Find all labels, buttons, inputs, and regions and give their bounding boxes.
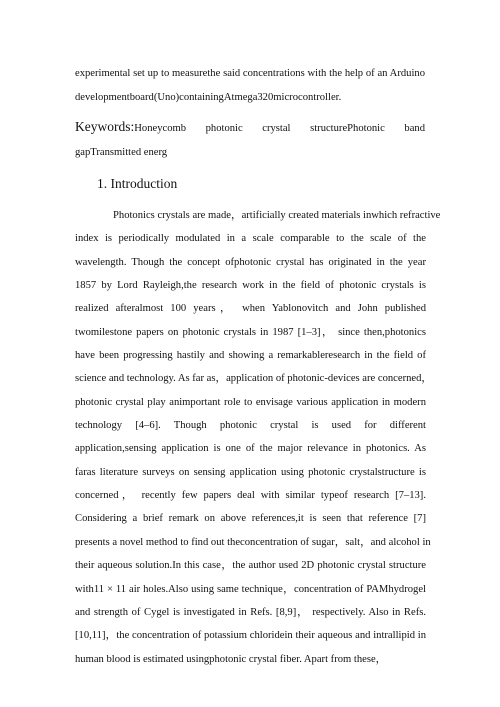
keywords-label: Keywords: <box>75 119 135 134</box>
paragraph-line: human blood is estimated usingphotonic crystal fiber. Apart from these， <box>75 653 387 665</box>
abstract-line: developmentboard(Uno)containingAtmega320microcontroller. <box>75 92 342 103</box>
keyword: crystal <box>262 123 291 134</box>
paragraph-line: and strength of Cygel is investigated in Refs. [8,9]， respectively. Also in Refs. <box>75 606 426 618</box>
paragraph-line: Considering a brief remark on above references,it is seen that reference [7] <box>75 513 426 525</box>
paragraph-line: their aqueous solution.In this case，the author used 2D photonic crystal structure <box>75 560 426 572</box>
keywords-row <box>75 115 425 141</box>
paragraph-line: faras literature surveys on sensing application using photonic crystalstructure is <box>75 466 426 478</box>
keyword: band <box>404 123 425 134</box>
keyword: structurePhotonic <box>310 123 385 134</box>
paragraph-line: application,sensing application is one of the major relevance in photonics. As <box>75 443 426 455</box>
paragraph-line: Photonics crystals are made，artificially created materials inwhich refractive <box>113 210 441 221</box>
paragraph-line: photonic crystal play animportant role to envisage various application in modern <box>75 396 426 408</box>
keyword: photonic <box>205 123 243 134</box>
keywords-block <box>75 115 425 165</box>
abstract-line: experimental set up to measurethe said concentrations with the help of an Arduino <box>75 68 425 79</box>
paragraph-line: with11 × 11 air holes.Also using same technique，concentration of PAMhydrogel <box>75 583 426 595</box>
paragraph-line: 1857 by Lord Rayleigh,the research work in the field of photonic crystals is <box>75 280 426 292</box>
paragraph-line: presents a novel method to find out theconcentration of sugar，salt，and alcohol in <box>75 536 431 548</box>
keywords-row-continuation: gapTransmitted energ <box>75 147 168 158</box>
paragraph-line: realized afteralmost 100 years， when Yablonovitch and John published <box>75 303 426 315</box>
paragraph-line: wavelength. Though the concept ofphotonic crystal has originated in the year <box>75 256 426 268</box>
section-heading: 1. Introduction <box>97 176 178 191</box>
paragraph-line: index is periodically modulated in a scale comparable to the scale of the <box>75 233 426 245</box>
abstract-continuation <box>75 62 425 110</box>
paragraph-line: technology [4–6]. Though photonic crystal is used for different <box>75 420 426 432</box>
introduction-paragraph <box>75 204 441 671</box>
paragraph-line: have been progressing hastily and showing a remarkableresearch in the field of <box>75 350 426 362</box>
paragraph-line: concerned， recently few papers deal with similar typeof research [7–13]. <box>75 490 426 502</box>
paragraph-line: twomilestone papers on photonic crystals in 1987 [1–3]， since then,photonics <box>75 326 426 338</box>
paragraph-line: [10,11]，the concentration of potassium chloridein their aqueous and intrallipid in <box>75 630 426 642</box>
keyword: Honeycomb <box>134 123 187 134</box>
keyword-first <box>75 115 186 141</box>
paragraph-line: science and technology. As far as，application of photonic-devices are concerned， <box>75 373 433 385</box>
